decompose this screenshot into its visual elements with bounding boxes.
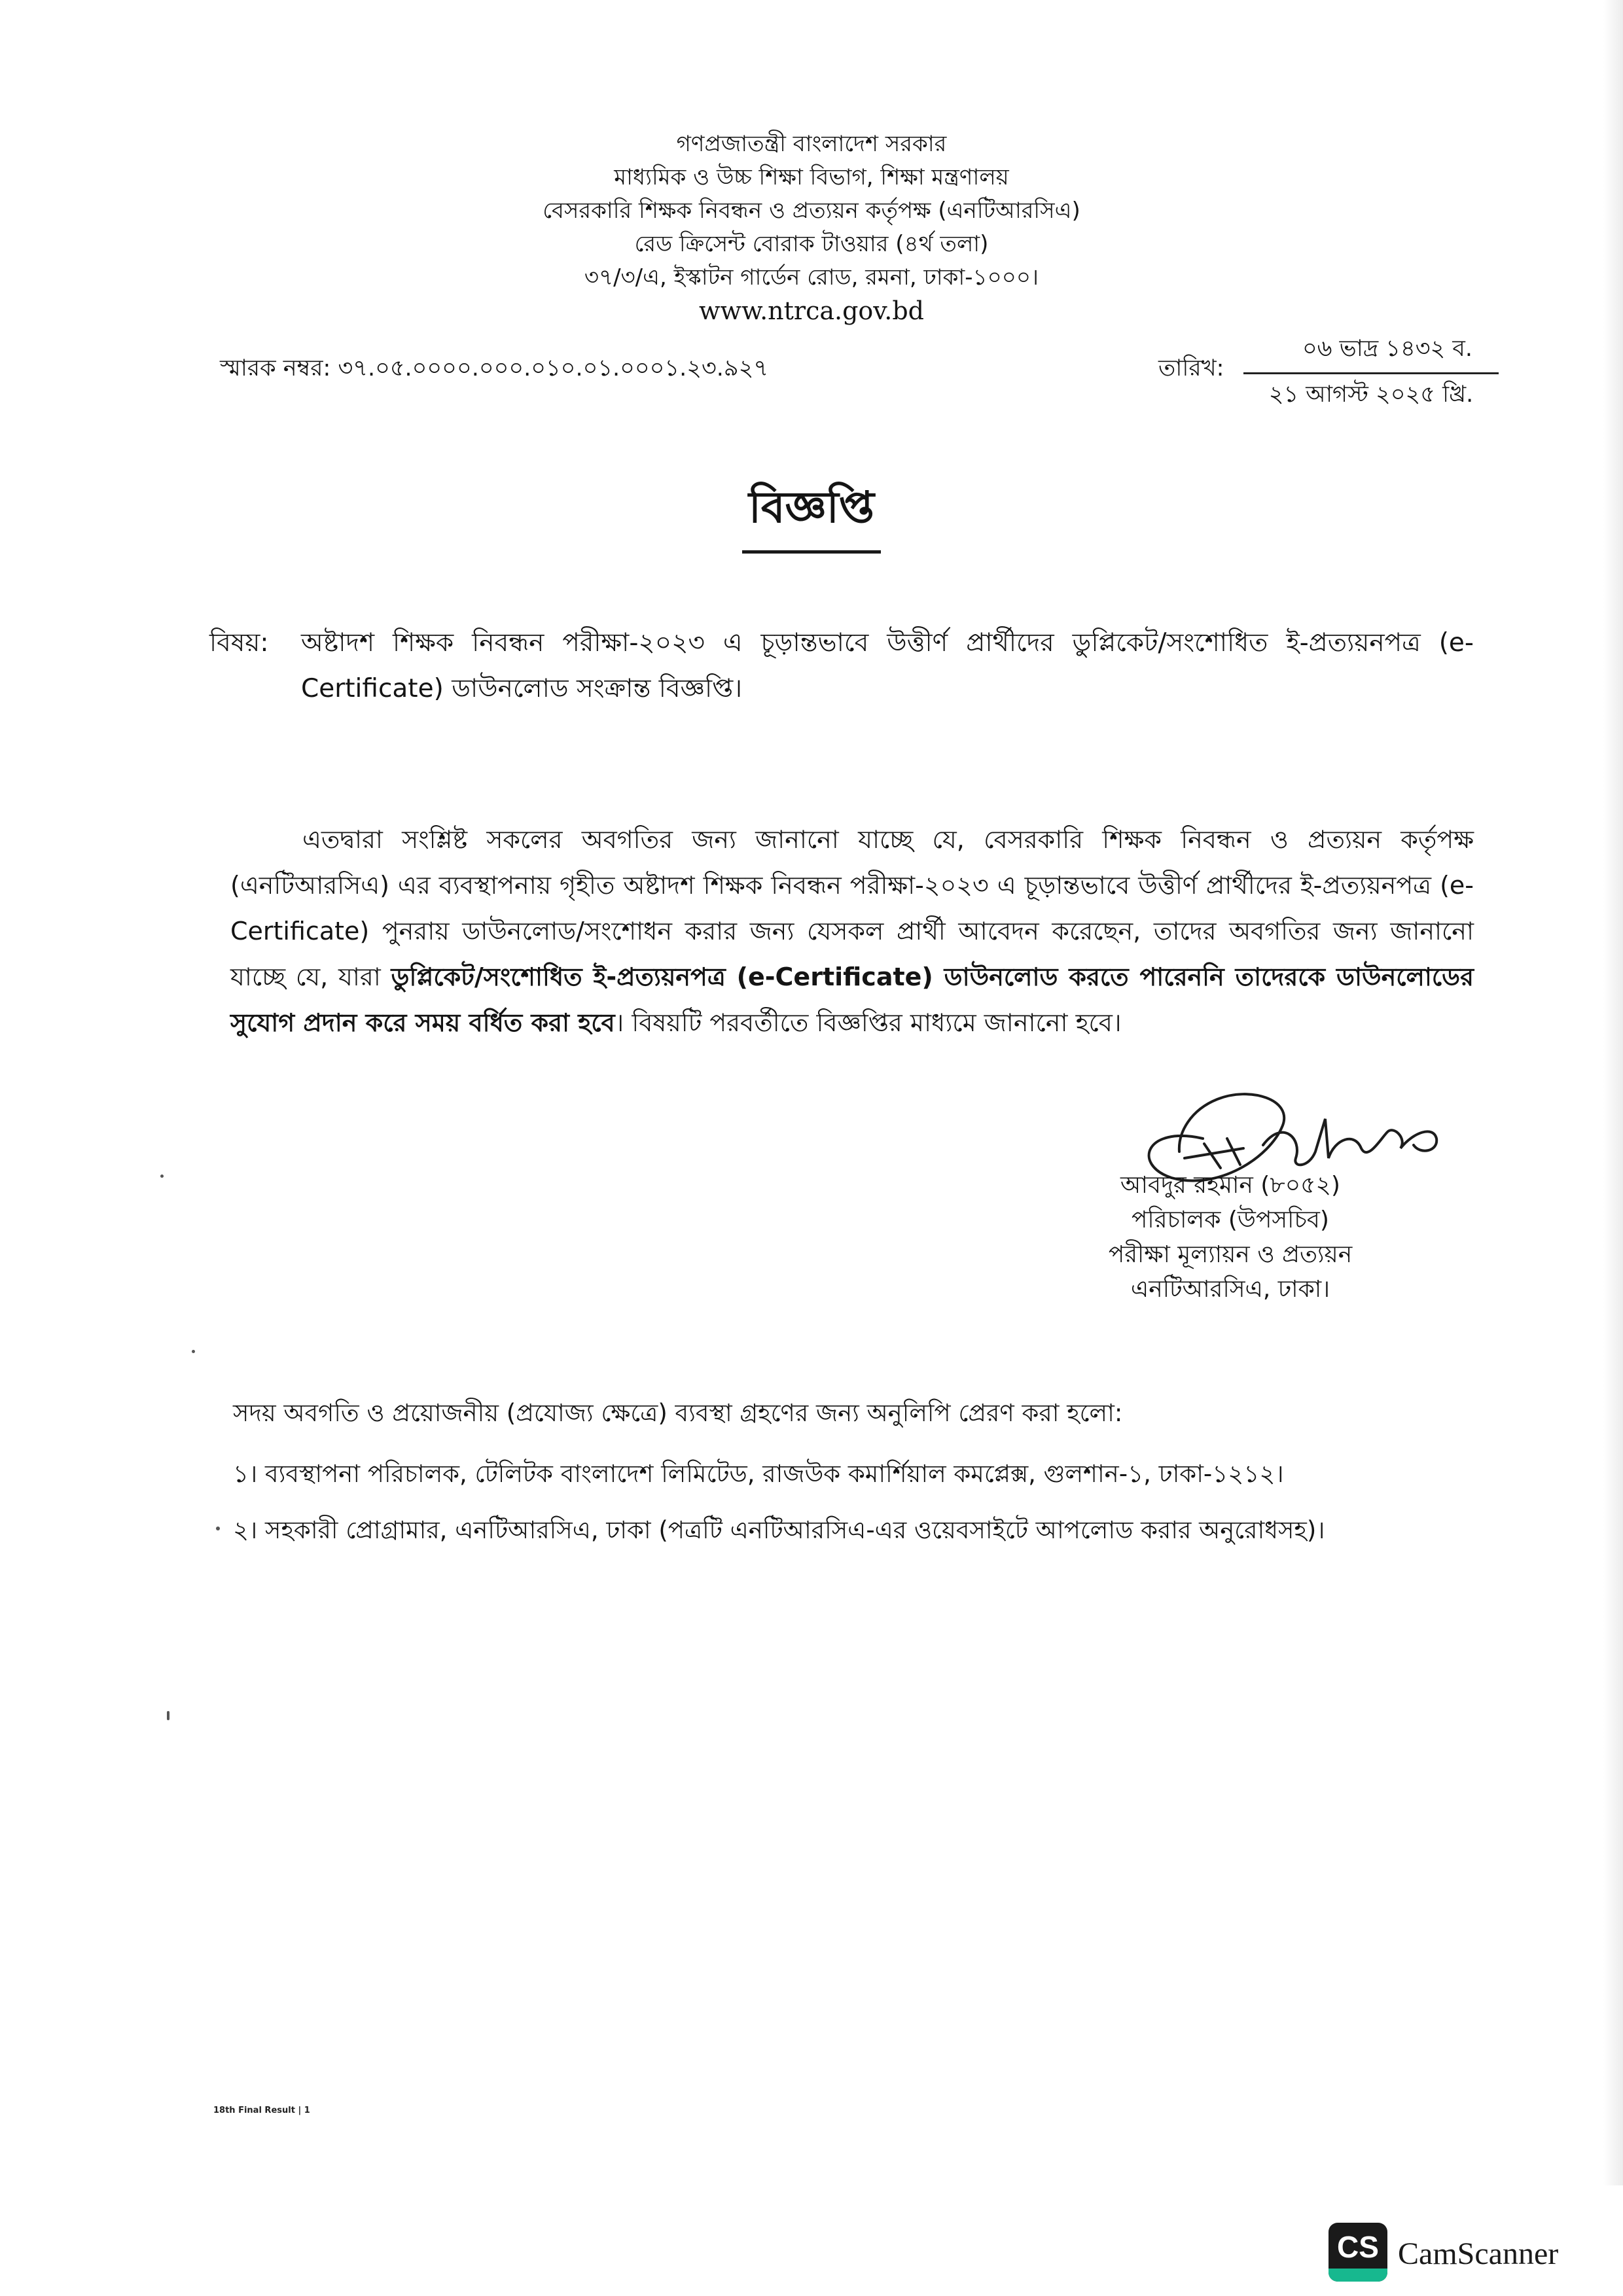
scan-speck [167, 1711, 169, 1720]
camscanner-logo-bar [1329, 2269, 1387, 2282]
date-bangla: ০৬ ভাদ্র ১৪৩২ ব. [1302, 336, 1472, 362]
camscanner-logo-text: CS [1337, 2230, 1379, 2264]
page-edge-shadow [1603, 0, 1623, 2185]
signatory-designation: পরিচালক (উপসচিব) [1132, 1207, 1329, 1233]
notice-title [0, 474, 1623, 554]
header-ministry: মাধ্যমিক ও উচ্চ শিক্ষা বিভাগ, শিক্ষা মন্ত্রণালয় [614, 164, 1009, 190]
date-block [1158, 330, 1499, 412]
scan-speck [216, 1527, 220, 1530]
footer-note: 18th Final Result | 1 [213, 2106, 310, 2115]
signatory-office: এনটিআরসিএ, ঢাকা। [1130, 1276, 1330, 1303]
camscanner-name: CamScanner [1398, 2236, 1559, 2271]
header-website: www.ntrca.gov.bd [699, 296, 924, 325]
letterhead [0, 128, 1623, 328]
date-gregorian: ২১ আগস্ট ২০২৫ খ্রি. [1268, 381, 1474, 408]
copy-list [233, 1446, 1325, 1559]
header-building: রেড ক্রিসেন্ট বোরাক টাওয়ার (৪র্থ তলা) [634, 231, 989, 257]
signatory-block [1021, 1168, 1440, 1307]
header-authority: বেসরকারি শিক্ষক নিবন্ধন ও প্রত্যয়ন কর্তৃপক্ষ (এনটিআরসিএ) [543, 198, 1080, 224]
date-divider [1243, 372, 1499, 374]
memo-label: স্মারক নম্বর: [220, 355, 331, 381]
subject-text: অষ্টাদশ শিক্ষক নিবন্ধন পরীক্ষা-২০২৩ এ চূড়ান্তভাবে উত্তীর্ণ প্রার্থীদের ডুপ্লিকেট/সংশোধিত ই-প্রত্যয়নপত্র (e-Certificate) ডাউনলোড সংক্রান্ত বিজ্ঞপ্তি। [301, 628, 1474, 703]
notice-title-text: বিজ্ঞপ্তি [742, 474, 881, 554]
subject-label: বিষয়: [209, 628, 269, 658]
header-address: ৩৭/৩/এ, ইস্কাটন গার্ডেন রোড, রমনা, ঢাকা-১০০০। [584, 264, 1039, 291]
header-government: গণপ্রজাতন্ত্রী বাংলাদেশ সরকার [676, 131, 947, 157]
camscanner-logo-icon [1329, 2223, 1387, 2282]
date-label: তারিখ: [1158, 355, 1224, 381]
copy-intro: সদয় অবগতি ও প্রয়োজনীয় (প্রযোজ্য ক্ষেত্রে) ব্যবস্থা গ্রহণের জন্য অনুলিপি প্রেরণ করা হলো: [233, 1399, 1123, 1427]
scan-speck [192, 1350, 195, 1353]
body-text-part2: । বিষয়টি পরবর্তীতে বিজ্ঞপ্তির মাধ্যমে জানানো হবে। [615, 1008, 1122, 1037]
copy-item: ১। ব্যবস্থাপনা পরিচালক, টেলিটক বাংলাদেশ লিমিটেড, রাজউক কমার্শিয়াল কমপ্লেক্স, গুলশান-১, ঢাকা-১২১২। [233, 1460, 1284, 1488]
signatory-name: আবদুর রহমান (৮০৫২) [1120, 1172, 1340, 1199]
memo-number [220, 350, 768, 389]
signatory-division: পরীক্ষা মূল্যায়ন ও প্রত্যয়ন [1108, 1241, 1353, 1268]
memo-value: ৩৭.০৫.০০০০.০০০.০১০.০১.০০০১.২৩.৯২৭ [338, 355, 769, 381]
body-text-bold: ডুপ্লিকেট/সংশোধিত ই-প্রত্যয়নপত্র (e-Certificate) ডাউনলোড করতে পারেননি তাদেরকে ডাউনলোডের সুযোগ প্রদান করে সময় বর্ধিত করা হবে [230, 963, 1474, 1037]
copy-item: ২। সহকারী প্রোগ্রামার, এনটিআরসিএ, ঢাকা (পত্রটি এনটিআরসিএ-এর ওয়েবসাইটে আপলোড করার অনুরোধসহ)। [233, 1516, 1325, 1544]
notice-body [230, 817, 1474, 1046]
body-text-part1: এতদ্বারা সংশ্লিষ্ট সকলের অবগতির জন্য জানানো যাচ্ছে যে, বেসরকারি শিক্ষক নিবন্ধন ও প্রত্যয়ন কর্তৃপক্ষ (এনটিআরসিএ) এর ব্যবস্থাপনায় গৃহীত অষ্টাদশ শিক্ষক নিবন্ধন পরীক্ষা-২০২৩ এ চূড়ান্তভাবে উত্তীর্ণ প্রার্থীদের ই-প্রত্যয়নপত্র (e-Certificate) পুনরায় ডাউনলোড/সংশোধন করার জন্য যেসকল প্রার্থী আবেদন করেছেন, তাদের অবগতির জন্য জানানো যাচ্ছে যে, যারা [230, 825, 1474, 991]
scan-speck [160, 1174, 164, 1178]
